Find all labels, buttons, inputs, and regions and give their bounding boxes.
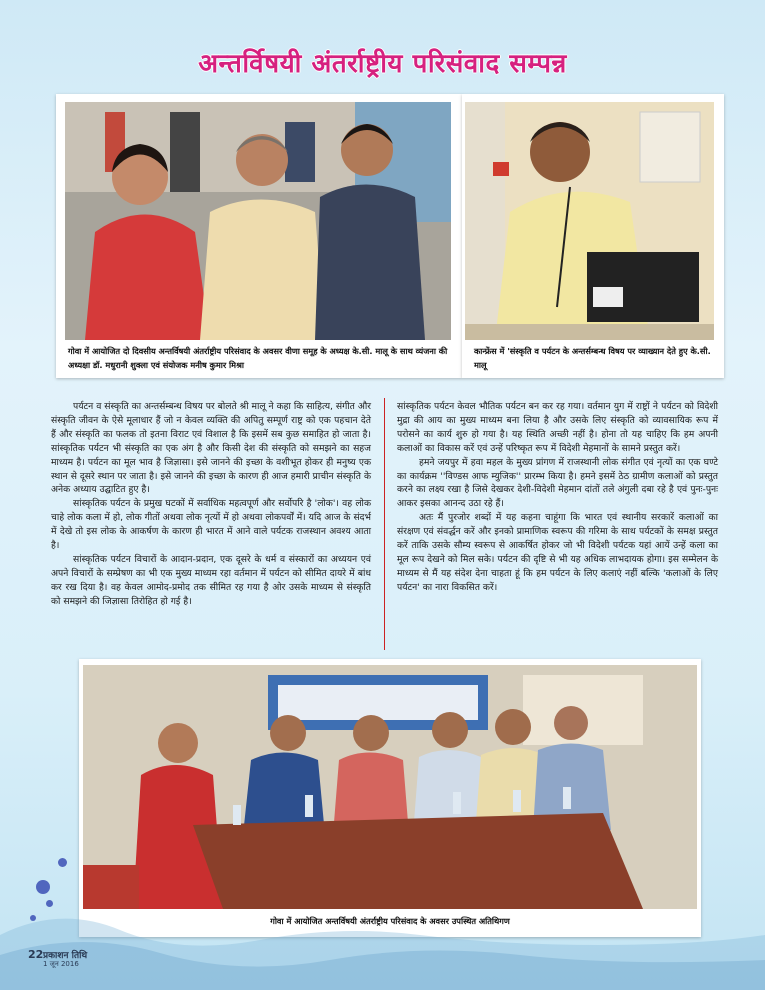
photo1-caption: गोवा में आयोजित दो दिवसीय अन्तर्विषयी अंतर्राष्ट्रीय परिसंवाद के अवसर वीणा समूह के अध्यक्ष के.सी. मालू के साथ व्यंजना की अध्यक्षा डॉ. मधुरानी शुक्ला एवं संयोजक मनीष कुमार मिश्रा (68, 346, 448, 370)
guests-photo (83, 665, 697, 909)
group-photo (65, 102, 451, 340)
article-right-column (397, 400, 718, 595)
speaker-photo (465, 102, 714, 340)
photo-frame-group (56, 94, 462, 378)
publication-date: 1 जून 2016 (43, 960, 79, 968)
column-divider (384, 398, 385, 650)
photo-frame-guests (79, 659, 701, 937)
article-paragraph: सांस्कृतिक पर्यटन विचारों के आदान-प्रदान, एक दूसरे के धर्म व संस्कारों का अध्ययन एवं अपने विचारों के सम्प्रेषण का भी एक मुख्य माध्यम रहा वर्तमान में पर्यटन को सीमित दायरे में बांध कर रख दिया है। वह केवल आमोद-प्रमोद तक सीमित रह गया है ओर उसके माध्यम से संस्कृति को समझने की जिज्ञासा तिरोहित हो गई है। (51, 553, 371, 607)
article-left-column (51, 400, 371, 609)
article-paragraph: अतः मैं पुरजोर शब्दों में यह कहना चाहूंगा कि भारत एवं स्थानीय सरकारें कलाओं का संरक्षण एवं संवर्द्धन करें और इनको प्रामाणिक स्वरूप की गरिमा के साथ पर्यटकों के समक्ष प्रस्तुत करें ताकि उसके सौम्य स्वरूप से आकर्षित होकर जो भी विदेशी पर्यटक यहां आयें उन्हें कला का मूल रूप देखने को मिल सके। पर्यटन की दृष्टि से भी यह अधिक लाभदायक होगा। इस सम्मेलन के माध्यम से मैं यह संदेश देना चाहता हूं कि हम पर्यटन के लिए कलाएं नहीं बल्कि 'कलाओं के लिए पर्यटन' का नारा विकसित करें। (397, 512, 718, 593)
speaker-photo-illustration (465, 102, 714, 340)
wave-decoration (0, 905, 765, 990)
water-drop-icon (36, 880, 50, 894)
photo3-caption: गोवा में आयोजित अन्तर्विषयी अंतर्राष्ट्रीय परिसंवाद के अवसर उपस्थित अतिथिगण (270, 916, 510, 926)
guests-photo-illustration (83, 665, 697, 909)
publication-label: प्रकाशन तिथि (43, 951, 88, 961)
page-title: अन्तर्विषयी अंतर्राष्ट्रीय परिसंवाद सम्पन्न (198, 49, 567, 79)
group-photo-illustration (65, 102, 451, 340)
photo2-caption: कान्फ्रेंस में 'संस्कृति व पर्यटन के अन्तर्सम्बन्ध विषय पर व्याख्यान देते हुए के.सी. मालू (474, 346, 711, 370)
article-paragraph: सांस्कृतिक पर्यटन के प्रमुख घटकों में सर्वाधिक महत्वपूर्ण और सर्वोपरि है 'लोक'। वह लोक चाहे लोक कला में हो, लोक गीतों अथवा लोक नृत्यों में हो अथवा लोकपर्वों में। यदि आज के संदर्भ में देखे तो इस लोक के आकर्षण के कारण ही भारत में आने वाले पर्यटक राजस्थान अवश्य आता है। (51, 498, 371, 552)
photo-frame-speaker (462, 94, 724, 378)
water-drop-icon (58, 858, 67, 867)
page-number: 22 (28, 948, 44, 961)
article-paragraph: पर्यटन व संस्कृति का अन्तर्सम्बन्ध विषय पर बोलते श्री मालू ने कहा कि साहित्य, संगीत और संस्कृति जीवन के ऐसे मूलाधार हैं जो न केवल व्यक्ति की अपितु सम्पूर्ण राष्ट्र को एक पहचान देते हैं और संस्कृति का फलक तो इतना विराट एवं विशाल है कि इसमें सब कुछ समाहित हो जाता है। सांस्कृतिक पर्यटन भी संस्कृति का एक अंग है और किसी देश की संस्कृति को समझने का सहज माध्यम है। पर्यटन का मूल भाव है जिज्ञासा। इसे जानने की इच्छा के वशीभूत होकर ही मनुष्य एक स्थान से दूसरे स्थान पर जाता है। इसे जानने की इच्छा के कारण ही आज हमारी प्राचीन संस्कृति के अनेक अध्याय उद्घाटित हुए है। (51, 401, 371, 496)
article-paragraph: हमने जयपुर में हवा महल के मुख्य प्रांगण में राजस्थानी लोक संगीत एवं नृत्यों का एक घण्टे का कार्यक्रम ''विण्डस आफ म्युजिक'' प्रारम्भ किया है। हमने इसमें ठेठ ग्रामीण कलाओं को प्रस्तुत करने का लक्ष्य रखा है जिसे देखकर देशी-विदेशी मेहमान दांतों तले अंगुली दबा रहे है एवं पुनः-पुनः आकर इसका आनन्द उठा रहे हैं। (397, 456, 718, 510)
article-paragraph: सांस्कृतिक पर्यटन केवल भौतिक पर्यटन बन कर रह गया। वर्तमान युग में राष्ट्रों ने पर्यटन को विदेशी मुद्रा की आय का मुख्य माध्यम बना लिया है और उसके लिए संस्कृति को व्यावसायिक रूप में परोसने का कार्य शुरु हो गया है। यह स्थिति अच्छी नहीं है। होना तो यह चाहिए कि हम अपनी कलाओं का विकास करें एवं उन्हें परिष्कृत रूप में विदेशी मेहमानों के सामने प्रस्तुत करें। (397, 401, 718, 454)
